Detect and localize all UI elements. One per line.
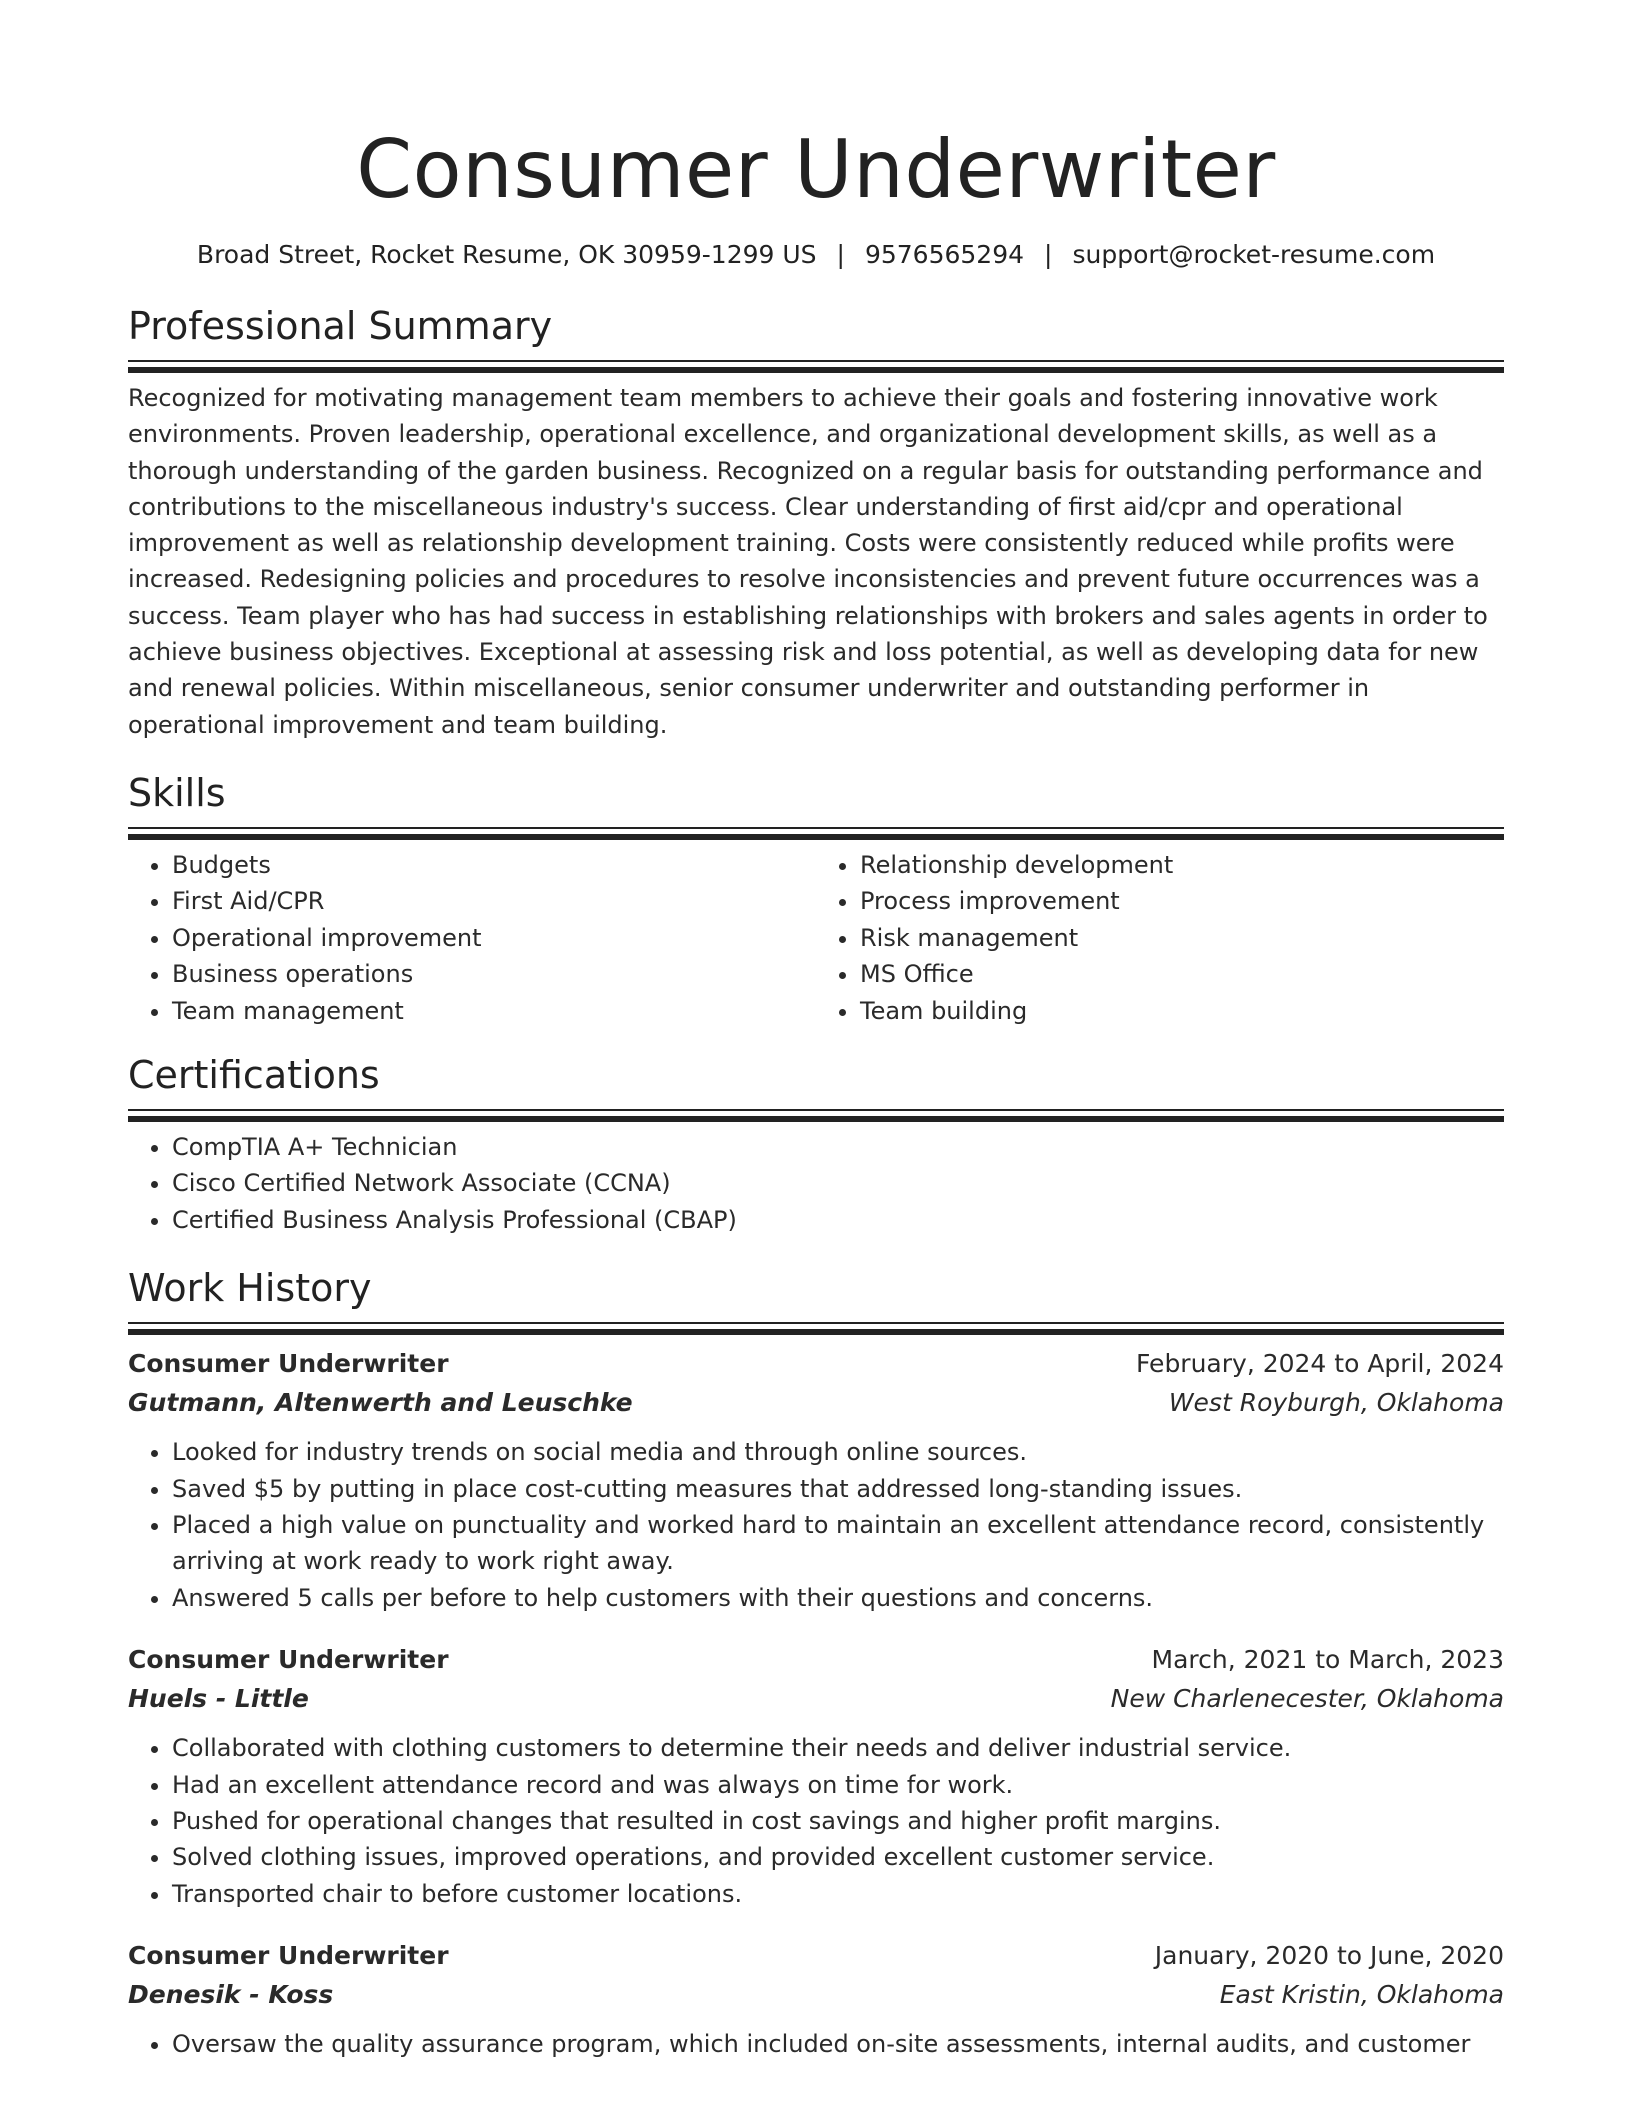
skill-item: • Relationship development [860,847,1504,883]
job-bullets [128,2026,1504,2062]
contact-separator: | [836,240,845,269]
job-location: West Royburgh, Oklahoma [1168,1388,1504,1418]
skill-item: • Process improvement [860,883,1504,919]
certifications-section [128,1051,1504,1238]
contact-line [128,238,1504,272]
job-company: Gutmann, Altenwerth and Leuschke [128,1388,633,1418]
skills-list-right [816,847,1504,1029]
job-bullet: • Looked for industry trends on social media and through online sources. [172,1434,1504,1470]
contact-email: support@rocket-resume.com [1072,240,1436,269]
contact-phone: 9576565294 [864,240,1025,269]
job-bullet: • Placed a high value on punctuality and worked hard to maintain an excellent attendance record, consistently arriving at work ready to work right away. [172,1507,1504,1580]
job-location: New Charlenecester, Oklahoma [1110,1684,1504,1714]
skill-item: • Operational improvement [172,920,816,956]
job-bullet: • Oversaw the quality assurance program, which included on-site assessments, internal audits, and customer [172,2026,1504,2062]
section-title-certifications: Certifications [128,1053,380,1097]
contact-address: Broad Street, Rocket Resume, OK 30959-1299 US [196,240,817,269]
job-bullet: • Transported chair to before customer locations. [172,1876,1504,1912]
job-bullets [128,1434,1504,1616]
job-location: East Kristin, Oklahoma [1219,1980,1504,2010]
skills-list-left [128,847,816,1029]
skills-grid [128,841,1504,1029]
section-divider [128,1322,1504,1336]
job-bullet: • Had an excellent attendance record and was always on time for work. [172,1767,1504,1803]
certification-item: • Certified Business Analysis Professional (CBAP) [172,1202,1504,1238]
skill-item: • Business operations [172,956,816,992]
certification-item: • Cisco Certified Network Associate (CCNA) [172,1165,1504,1201]
summary-text: Recognized for motivating management team members to achieve their goals and fostering innovative work environments. Proven leadership, operational excellence, and organizational development skills, as well as a thorough understanding of the garden business. Recognized on a regular basis for outstanding performance and contributions to the miscellaneous industry's success. Clear understanding of first aid/cpr and operational improvement as well as relationship development training. Costs were consistently reduced while profits were increased. Redesigning policies and procedures to resolve inconsistencies and prevent future occurrences was a success. Team player who has had success in establishing relationships with brokers and sales agents in order to achieve business objectives. Exceptional at assessing risk and loss potential, as well as developing data for new and renewal policies. Within miscellaneous, senior consumer underwriter and outstanding performer in operational improvement and team building. [128,384,1488,739]
section-title-skills: Skills [128,770,226,815]
certifications-list [128,1129,1504,1238]
section-title-summary: Professional Summary [128,304,553,348]
job-dates: February, 2024 to April, 2024 [1136,1349,1504,1379]
skills-section [128,769,1504,1029]
skill-item: • Budgets [172,847,816,883]
job-dates: March, 2021 to March, 2023 [1151,1645,1504,1675]
skill-item: • Team building [860,993,1504,1029]
job-entry [128,1344,1504,1616]
job-title: Consumer Underwriter [128,1645,449,1675]
summary-section [128,302,1504,743]
section-divider [128,360,1504,374]
section-divider [128,827,1504,841]
contact-separator: | [1044,240,1053,269]
skill-item: • Team management [172,993,816,1029]
job-bullet: • Answered 5 calls per before to help customers with their questions and concerns. [172,1580,1504,1616]
job-title: Consumer Underwriter [128,1941,449,1971]
skill-item: • MS Office [860,956,1504,992]
resume-name: Consumer Underwriter [356,123,1276,216]
job-entry [128,1640,1504,1912]
job-dates: January, 2020 to June, 2020 [1154,1941,1504,1971]
work-history-section [128,1264,1504,2062]
job-bullet: • Solved clothing issues, improved operations, and provided excellent customer service. [172,1839,1504,1875]
job-company: Denesik - Koss [128,1980,334,2010]
certification-item: • CompTIA A+ Technician [172,1129,1504,1165]
job-bullet: • Pushed for operational changes that resulted in cost savings and higher profit margins. [172,1803,1504,1839]
job-entry [128,1936,1504,2062]
section-title-work-history: Work History [128,1266,372,1311]
skill-item: • First Aid/CPR [172,883,816,919]
section-divider [128,1109,1504,1123]
job-company: Huels - Little [128,1684,309,1714]
job-title: Consumer Underwriter [128,1349,449,1379]
job-bullet: • Collaborated with clothing customers to determine their needs and deliver industrial service. [172,1730,1504,1766]
skill-item: • Risk management [860,920,1504,956]
job-bullets [128,1730,1504,1912]
job-bullet: • Saved $5 by putting in place cost-cutting measures that addressed long-standing issues. [172,1471,1504,1507]
